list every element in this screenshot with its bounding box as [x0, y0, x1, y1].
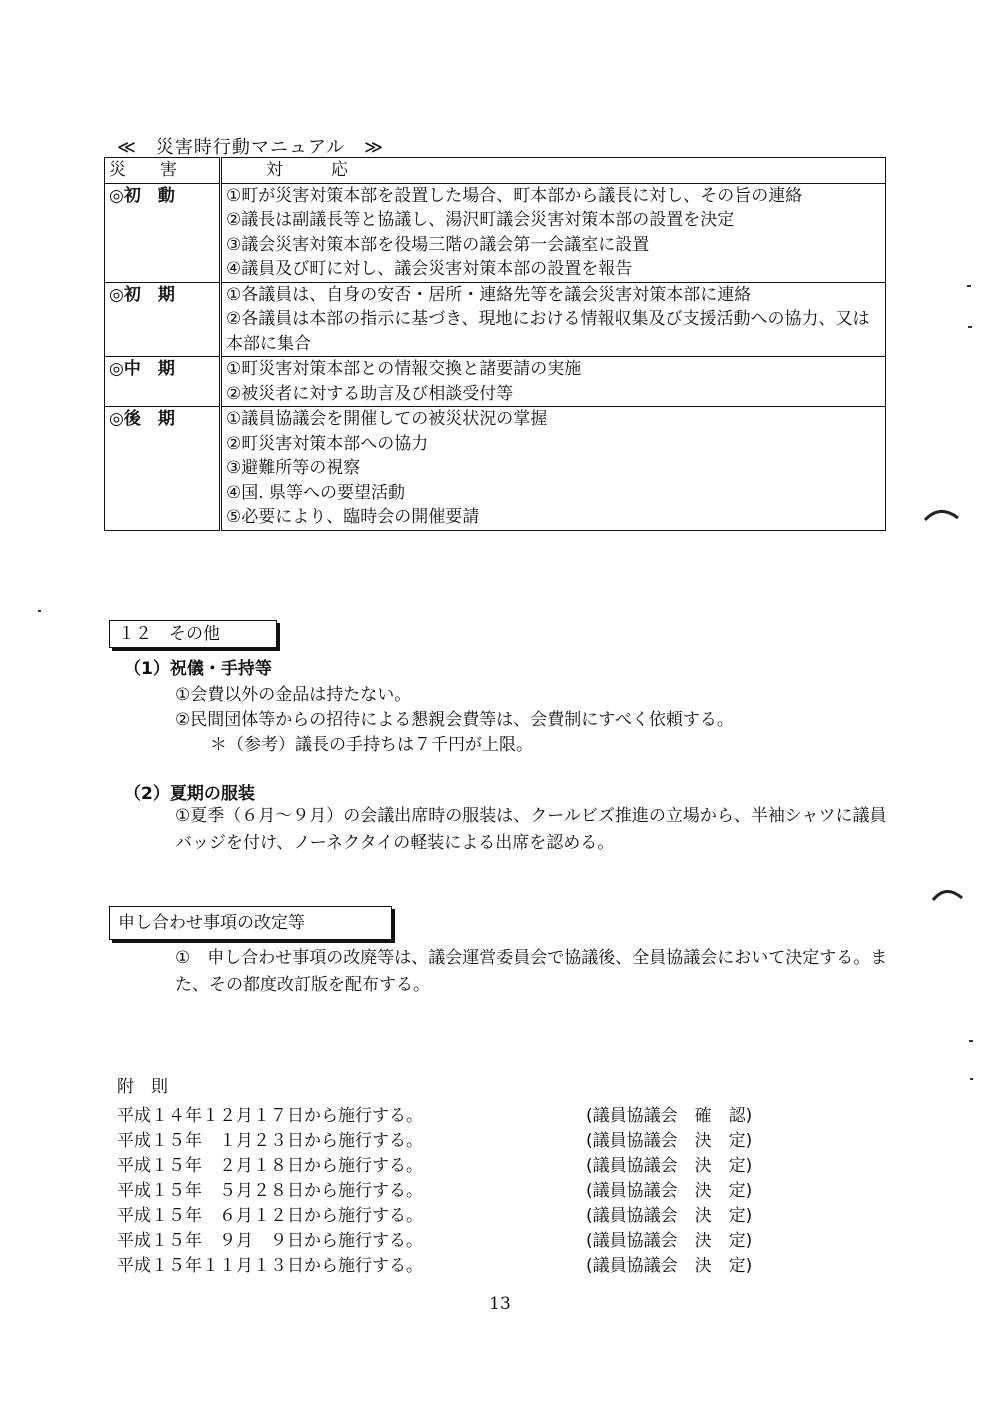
list-item: ③議会災害対策本部を役場三階の議会第一会議室に設置: [226, 234, 650, 255]
sub-heading-summer-dress: （2）夏期の服装: [124, 784, 255, 804]
scan-mark-icon: [922, 500, 962, 526]
supplementary-note: (議員協議会 決 定): [586, 1131, 753, 1151]
supplementary-row: 平成１５年 ５月２８日から施行する。: [117, 1181, 423, 1201]
supplementary-row: 平成１４年１２月１７日から施行する。: [117, 1106, 423, 1126]
list-item: ④議員及び町に対し、議会災害対策本部の設置を報告: [226, 259, 633, 279]
list-item: ②議長は副議長等と協議し、湯沢町議会災害対策本部の設置を決定: [226, 210, 735, 230]
summer-dress-text: ①夏季（６月～９月）の会議出席時の服装は、クールビズ推進の立場から、半袖シャツに議員バッジを付け、ノーネクタイの軽装による出席を認める。: [175, 806, 887, 853]
gifts-line-2: ②民間団体等からの招待による懇親会費等は、会費制にすべく依頼する。: [175, 710, 734, 730]
supplementary-note: (議員協議会 確 認): [586, 1106, 753, 1126]
header-disaster: 災 害: [105, 158, 221, 184]
supplementary-note: (議員協議会 決 定): [586, 1206, 753, 1226]
phase-items: [221, 183, 886, 282]
list-item: ①各議員は、自身の安否・居所・連絡先等を議会災害対策本部に連絡: [226, 284, 752, 305]
table-row-initial-action: [105, 183, 886, 282]
page-number: 13: [489, 1294, 511, 1314]
header-response: 対応: [221, 158, 886, 184]
scan-dot-icon: [969, 1040, 973, 1042]
manual-title: ≪ 災害時行動マニュアル ≫: [117, 137, 384, 158]
list-item: ②町災害対策本部への協力: [226, 433, 429, 454]
list-item: ⑤必要により、臨時会の開催要請: [226, 507, 480, 527]
table-row-middle-phase: [105, 357, 886, 407]
gifts-note: ＊（参考）議長の手持ちは７千円が上限。: [210, 735, 533, 755]
scan-dot-icon: [970, 1078, 973, 1080]
supplementary-row: 平成１５年 ６月１２日から施行する。: [117, 1206, 423, 1226]
scan-dot-icon: [968, 326, 972, 328]
sub-heading-gifts: （1）祝儀・手持等: [124, 659, 272, 679]
supplementary-row: 平成１５年 ９月 ９日から施行する。: [117, 1231, 423, 1251]
scan-mark-icon: [930, 880, 966, 906]
supplementary-row: 平成１５年 １月２３日から施行する。: [117, 1131, 423, 1151]
disaster-response-table: [104, 157, 886, 531]
list-item: ①議員協議会を開催しての被災状況の掌握: [226, 409, 548, 429]
supplementary-note: (議員協議会 決 定): [586, 1256, 753, 1276]
supplementary-note: (議員協議会 決 定): [586, 1181, 753, 1201]
supplementary-note: (議員協議会 決 定): [586, 1231, 753, 1251]
phase-items: [221, 357, 886, 407]
table-header-row: [105, 158, 886, 184]
phase-label: ◎中 期: [105, 357, 221, 407]
supplementary-title: 附 則: [117, 1077, 168, 1097]
supplementary-row: 平成１５年 ２月１８日から施行する。: [117, 1156, 423, 1176]
gifts-line-1: ①会費以外の金品は持たない。: [175, 685, 412, 705]
list-item: ②各議員は本部の指示に基づき、現地における情報収集及び支援活動への協力、又は本部に集合: [226, 309, 870, 354]
list-item: ①町が災害対策本部を設置した場合、町本部から議長に対し、その旨の連絡: [226, 185, 803, 206]
list-item: ②被災者に対する助言及び相談受付等: [226, 383, 514, 404]
scan-dot-icon: [967, 285, 971, 287]
section-12-heading: １２ その他: [109, 620, 277, 648]
supplementary-note: (議員協議会 決 定): [586, 1156, 753, 1176]
phase-items: [221, 407, 886, 531]
phase-label: ◎後 期: [105, 407, 221, 531]
table-row-initial-phase: [105, 282, 886, 357]
supplementary-row: 平成１５年１１月１３日から施行する。: [117, 1256, 423, 1276]
scan-dot-icon: [38, 610, 41, 612]
revision-heading: 申し合わせ事項の改定等: [109, 906, 392, 940]
list-item: ④国. 県等への要望活動: [226, 482, 406, 503]
phase-label: ◎初 期: [105, 282, 221, 357]
phase-items: [221, 282, 886, 357]
table-row-late-phase: [105, 407, 886, 531]
list-item: ③避難所等の視察: [226, 458, 361, 478]
revision-text: ① 申し合わせ事項の改廃等は、議会運営委員会で協議後、全員協議会において決定する。また、その都度改訂版を配布する。: [175, 948, 888, 995]
list-item: ①町災害対策本部との情報交換と諸要請の実施: [226, 359, 582, 379]
phase-label: ◎初 動: [105, 183, 221, 282]
